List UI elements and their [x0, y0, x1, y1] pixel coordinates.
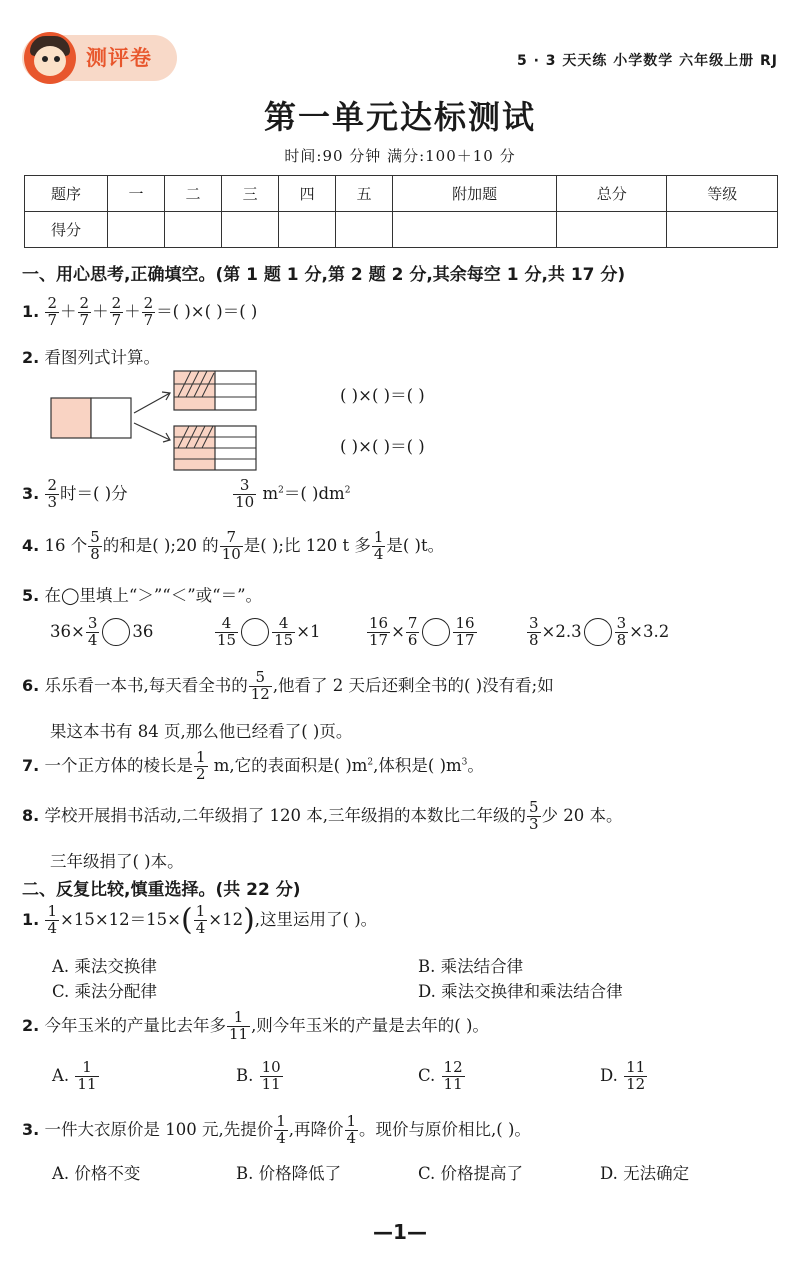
question-2-1: 1. $\frac{1}{4}$ ×15×12＝15×( $\frac{1}{4}$ ×12),这里运用了( )。 [22, 902, 378, 938]
question-1-5: 5. 在◯里填上“＞”“＜”或“＝”。 [22, 586, 263, 605]
score-cell: 一 [108, 176, 165, 212]
option-a[interactable]: A. 价格不变 [52, 1164, 141, 1183]
question-2-2: 2. 今年玉米的产量比去年多 $\frac{1}{11}$ ,则今年玉米的产量是去年的( )。 [22, 1008, 489, 1043]
score-cell: 等级 [667, 176, 778, 212]
score-cell: 附加题 [393, 176, 557, 212]
mascot-avatar [24, 32, 76, 84]
page-number: —1— [373, 1220, 427, 1244]
option-b[interactable]: B. $\frac{10}{11}$ [236, 1058, 281, 1093]
question-1-1: 1. $\frac{2}{7}$ ＋ $\frac{2}{7}$ ＋ $\frac{2}{7}$ ＋ $\frac{2}{7}$ ＝( )×( )＝( ) [22, 294, 258, 329]
option-c[interactable]: C. 乘法分配律 [52, 982, 158, 1001]
score-input[interactable] [279, 212, 336, 248]
question-1-4: 4. 16 个 $\frac{5}{8}$ 的和是( );20 的 $\frac{7}{10}$ 是( );比 120 t 多 $\frac{1}{4}$ 是( )t。 [22, 528, 445, 563]
section2-heading: 二、反复比较,慎重选择。(共 22 分) [22, 880, 301, 900]
option-b[interactable]: B. 价格降低了 [236, 1164, 342, 1183]
score-label: 得分 [25, 212, 108, 248]
score-cell: 题序 [25, 176, 108, 212]
question-1-3: 3. $\frac{2}{3}$ 时＝( )分 $\frac{3}{10}$ $m^2=$( )$dm^2$ [22, 476, 351, 511]
section1-heading: 一、用心思考,正确填空。(第 1 题 1 分,第 2 题 2 分,其余每空 1 分,共 17 分) [22, 265, 626, 285]
series-info: 5 · 3 天天练 小学数学 六年级上册 RJ [516, 53, 778, 69]
score-cell: 总分 [557, 176, 667, 212]
compare-circle[interactable] [241, 618, 269, 646]
option-d[interactable]: D. 乘法交换律和乘法结合律 [418, 982, 623, 1001]
question-1-8: 8. 学校开展捐书活动,二年级捐了 120 本,三年级捐的本数比二年级的 $\frac{5}{3}$ 少 20 本。 [22, 798, 623, 833]
compare-circle[interactable] [422, 618, 450, 646]
question-1-2: 2. 看图列式计算。 [22, 348, 160, 367]
score-table [24, 175, 778, 248]
question-1-7: 7. 一个正方体的棱长是 $\frac{1}{2}$ m,它的表面积是( )$m^2$,体积是( )$m^3$。 [22, 748, 484, 783]
score-input[interactable] [393, 212, 557, 248]
compare-circle[interactable] [102, 618, 130, 646]
badge-label: 测评卷 [86, 46, 152, 70]
compare-item-2: $\frac{4}{15}$ $\frac{4}{15}$ ×1 [217, 614, 321, 649]
score-input[interactable] [108, 212, 165, 248]
score-cell: 五 [336, 176, 393, 212]
option-d[interactable]: D. 无法确定 [600, 1164, 690, 1183]
option-d[interactable]: D. $\frac{11}{12}$ [600, 1058, 646, 1093]
question-1-8-line2: 三年级捐了( )本。 [50, 852, 184, 871]
compare-item-4: $\frac{3}{8}$ ×2.3 $\frac{3}{8}$ ×3.2 [529, 614, 670, 649]
option-c[interactable]: C. $\frac{12}{11}$ [418, 1058, 463, 1093]
subtitle: 时间:90 分钟 满分:100＋10 分 [284, 147, 516, 165]
question-2-3: 3. 一件大衣原价是 100 元,先提价 $\frac{1}{4}$ ,再降价 $\frac{1}{4}$ 。现价与原价相比,( )。 [22, 1112, 531, 1147]
score-input[interactable] [222, 212, 279, 248]
option-a[interactable]: A. 乘法交换律 [52, 957, 157, 976]
answer-row[interactable]: ( )×( )＝( ) [340, 386, 425, 405]
score-input[interactable] [557, 212, 667, 248]
compare-item-1: 36× $\frac{3}{4}$ 36 [50, 614, 154, 649]
score-input[interactable] [165, 212, 222, 248]
score-table-header-row [25, 176, 778, 212]
score-cell: 三 [222, 176, 279, 212]
score-cell: 二 [165, 176, 222, 212]
question-1-6: 6. 乐乐看一本书,每天看全书的 $\frac{5}{12}$ ,他看了 2 天后还剩全书的( )没有看;如 [22, 668, 554, 703]
score-input[interactable] [336, 212, 393, 248]
option-b[interactable]: B. 乘法结合律 [418, 957, 524, 976]
compare-item-3: $\frac{16}{17}$ × $\frac{7}{6}$ $\frac{16}{17}$ [369, 614, 475, 649]
compare-circle[interactable] [584, 618, 612, 646]
fraction-figure [48, 368, 263, 473]
page-title: 第一单元达标测试 [263, 98, 536, 136]
score-table-score-row [25, 212, 778, 248]
answer-row[interactable]: ( )×( )＝( ) [340, 437, 425, 456]
option-c[interactable]: C. 价格提高了 [418, 1164, 524, 1183]
option-a[interactable]: A. $\frac{1}{11}$ [52, 1058, 97, 1093]
score-input[interactable] [667, 212, 778, 248]
score-cell: 四 [279, 176, 336, 212]
question-1-6-line2: 果这本书有 84 页,那么他已经看了( )页。 [50, 722, 353, 741]
